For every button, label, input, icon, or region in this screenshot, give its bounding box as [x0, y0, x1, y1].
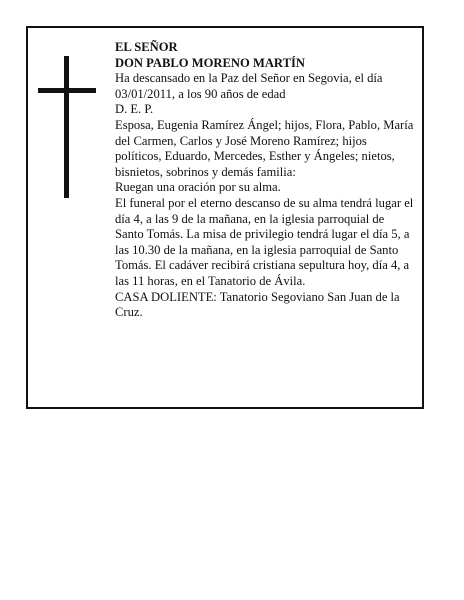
notice-paragraph-prayer: Ruegan una oración por su alma. [115, 180, 281, 195]
notice-paragraph-family: Esposa, Eugenia Ramírez Ángel; hijos, Flora, Pablo, María del Carmen, Carlos y José Moreno Ramírez; hijos políticos, Eduardo, Mercedes, Esther y Ángeles; nietos, bisnietos, sobrinos y demás familia: [115, 117, 414, 179]
deceased-name: DON PABLO MORENO MARTÍN [115, 55, 305, 70]
notice-paragraph-dep: D. E. P. [115, 102, 154, 117]
obituary-notice [26, 26, 424, 409]
cross-horizontal-bar [38, 88, 96, 93]
notice-text [115, 40, 415, 321]
notice-paragraph-house: CASA DOLIENTE: Tanatorio Segoviano San Juan de la Cruz. [115, 289, 400, 320]
notice-paragraph-funeral: El funeral por el eterno descanso de su alma tendrá lugar el día 4, a las 9 de la mañana, en la iglesia parroquial de Santo Tomás. La misa de privilegio tendrá lugar el día 5, a las 10.30 de la mañana, en la iglesia parroquial de Santo Tomás. El cadáver recibirá cristiana sepultura hoy, día 4, a las 11 horas, en el Tanatorio de Ávila. [115, 195, 414, 288]
cross-icon [38, 56, 98, 198]
cross-vertical-bar [64, 56, 69, 198]
notice-heading-title: EL SEÑOR [115, 40, 178, 54]
notice-paragraph-death: Ha descansado en la Paz del Señor en Segovia, el día 03/01/2011, a los 90 años de edad [115, 71, 383, 101]
